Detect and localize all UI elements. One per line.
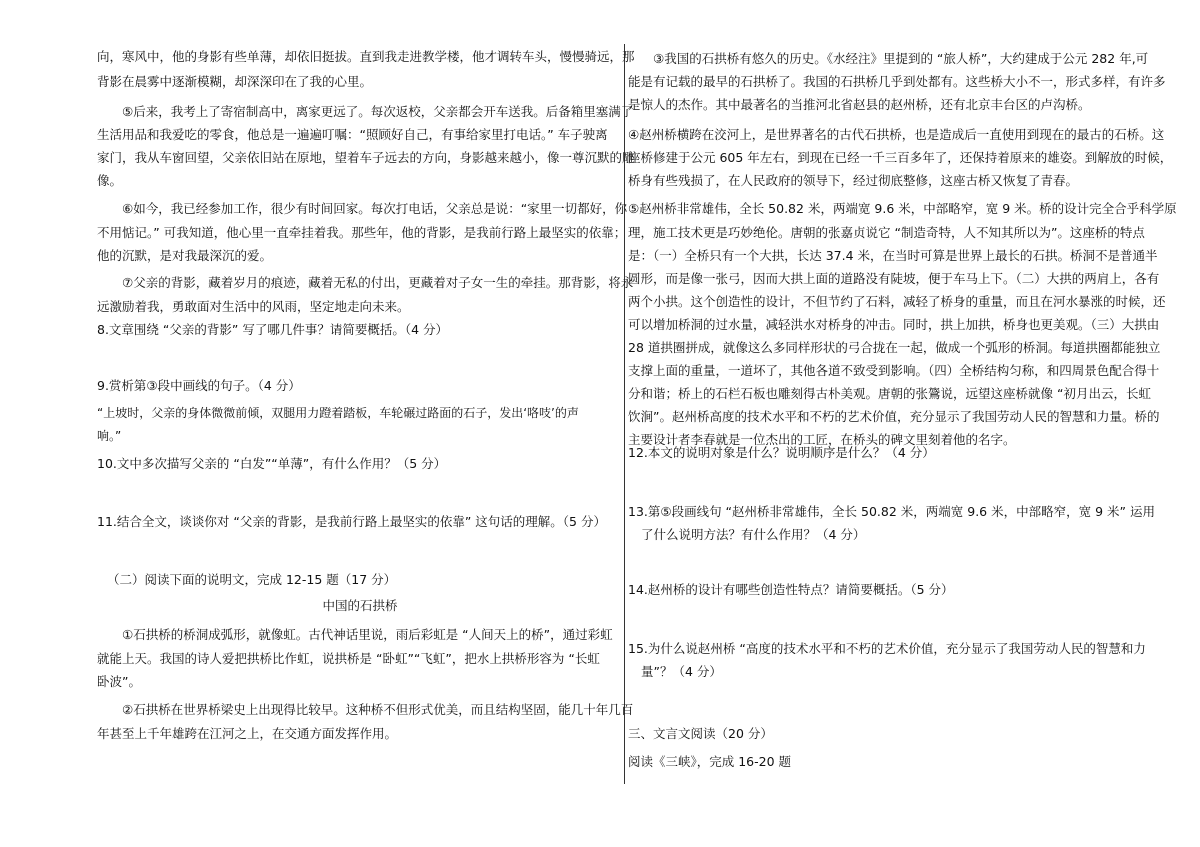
text-line: 28 道拱圈拼成，就像这么多同样形状的弓合拢在一起，做成一个弧形的桥洞。每道拱圈都能独立 xyxy=(628,340,1161,355)
section-3-instruction: 阅读《三峡》，完成 16-20 题 xyxy=(628,754,792,769)
text-line: 可以增加桥洞的过水量，减轻洪水对桥身的冲击。同时，拱上加拱，桥身也更美观。（三）大拱由 xyxy=(628,317,1160,332)
quoted-sentence: “上坡时，父亲的身体微微前倾，双腿用力蹬着踏板，车轮碾过路面的石子，发出‘咯吱’的声 xyxy=(97,406,579,420)
text-line: 桥身有些残损了，在人民政府的领导下，经过彻底整修，这座古桥又恢复了青春。 xyxy=(628,173,1079,188)
question-14: 14.赵州桥的设计有哪些创造性特点？请简要概括。（5 分） xyxy=(628,582,954,597)
text-line: 座桥修建于公元 605 年左右，到现在已经一千三百多年了，还保持着原来的雄姿。到解放的时候， xyxy=(628,150,1173,165)
question-8: 8.文章围绕 “父亲的背影” 写了哪几件事？请简要概括。（4 分） xyxy=(97,322,449,337)
section-3-heading: 三、文言文阅读（20 分） xyxy=(628,726,773,741)
text-line: 他的沉默，是对我最深沉的爱。 xyxy=(97,248,273,263)
paragraph-2-start: ②石拱桥在世界桥梁史上出现得比较早。这种桥不但形式优美，而且结构坚固，能几十年几百 xyxy=(122,702,634,717)
section-2-heading: （二）阅读下面的说明文，完成 12-15 题（17 分） xyxy=(107,572,397,587)
text-line: 卧波”。 xyxy=(97,674,141,689)
article-title: 中国的石拱桥 xyxy=(322,598,398,613)
text-line: 家门，我从车窗回望，父亲依旧站在原地，望着车子远去的方向，身影越来越小，像一尊沉默的雕 xyxy=(97,150,635,165)
paragraph-6-start: ⑥如今，我已经参加工作，很少有时间回家。每次打电话，父亲总是说：“家里一切都好，你 xyxy=(122,201,628,216)
text-line: 主要设计者李春就是一位杰出的工匠，在桥头的碑文里刻着他的名字。 xyxy=(628,432,1016,447)
text-line: 能是有记载的最早的石拱桥了。我国的石拱桥几乎到处都有。这些桥大小不一，形式多样，有许多 xyxy=(628,74,1166,89)
text-line: 理，施工技术更是巧妙绝伦。唐朝的张嘉贞说它 “制造奇特，人不知其所以为”。这座桥的特点 xyxy=(628,225,1145,240)
paragraph-7-start: ⑦父亲的背影，藏着岁月的痕迹，藏着无私的付出，更藏着对子女一生的牵挂。那背影，将永 xyxy=(122,275,634,290)
question-11: 11.结合全文，谈谈你对 “父亲的背影，是我前行路上最坚实的依靠” 这句话的理解。（5 分） xyxy=(97,514,606,529)
question-13: 13.第⑤段画线句 “赵州桥非常雄伟，全长 50.82 米，两端宽 9.6 米，中部略窄，宽 9 米” 运用 xyxy=(628,504,1155,519)
paragraph-1-start: ①石拱桥的桥洞成弧形，就像虹。古代神话里说，雨后彩虹是 “人间天上的桥”，通过彩虹 xyxy=(122,627,613,642)
text-line: 圆形，而是像一张弓，因而大拱上面的道路没有陡坡，便于车马上下。（二）大拱的两肩上，各有 xyxy=(628,271,1160,286)
paragraph-5-start: ⑤赵州桥非常雄伟，全长 50.82 米，两端宽 9.6 米，中部略窄，宽 9 米。桥的设计完全合乎科学原 xyxy=(628,201,1177,216)
paragraph-5-start: ⑤后来，我考上了寄宿制高中，离家更远了。每次返校，父亲都会开车送我。后备箱里塞满了 xyxy=(122,104,634,119)
text-line: 不用惦记。” 可我知道，他心里一直牵挂着我。那些年，他的背影，是我前行路上最坚实的依靠； xyxy=(97,225,627,240)
text-line: 分和谐；桥上的石栏石板也雕刻得古朴美观。唐朝的张鷟说，远望这座桥就像 “初月出云，长虹 xyxy=(628,386,1151,401)
text-line: 生活用品和我爱吃的零食，他总是一遍遍叮嘱：“照顾好自己，有事给家里打电话。” 车子驶离 xyxy=(97,127,608,142)
text-line: 两个小拱。这个创造性的设计，不但节约了石料，减轻了桥身的重量，而且在河水暴涨的时候，还 xyxy=(628,294,1166,309)
question-15: 15.为什么说赵州桥 “高度的技术水平和不朽的艺术价值，充分显示了我国劳动人民的智慧和力 xyxy=(628,641,1146,656)
text-line: 向，寒风中，他的身影有些单薄，却依旧挺拔。直到我走进教学楼，他才调转车头，慢慢骑远，那 xyxy=(97,49,635,64)
text-line: 饮涧”。赵州桥高度的技术水平和不朽的艺术价值，充分显示了我国劳动人民的智慧和力量。桥的 xyxy=(628,409,1160,424)
question-9: 9.赏析第③段中画线的句子。（4 分） xyxy=(97,378,301,393)
text-line: 背影在晨雾中逐渐模糊，却深深印在了我的心里。 xyxy=(97,74,373,89)
text-line: 支撑上面的重量，一道坏了，其他各道不致受到影响。（四）全桥结构匀称，和四周景色配合得十 xyxy=(628,363,1160,378)
quoted-sentence-end: 响。” xyxy=(97,429,122,443)
question-13-cont: 了什么说明方法？有什么作用？（4 分） xyxy=(641,527,866,542)
question-15-cont: 量”？（4 分） xyxy=(641,664,722,679)
text-line: 就能上天。我国的诗人爱把拱桥比作虹，说拱桥是 “卧虹”“飞虹”，把水上拱桥形容为 “长虹 xyxy=(97,651,600,666)
paragraph-4-start: ④赵州桥横跨在洨河上，是世界著名的古代石拱桥，也是造成后一直使用到现在的最古的石桥。这 xyxy=(628,127,1165,142)
text-line: 是惊人的杰作。其中最著名的当推河北省赵县的赵州桥，还有北京丰台区的卢沟桥。 xyxy=(628,97,1091,112)
paragraph-3-start: ③我国的石拱桥有悠久的历史。《水经注》里提到的 “旅人桥”，大约建成于公元 282 年,可 xyxy=(653,51,1149,66)
text-line: 年甚至上千年雄跨在江河之上，在交通方面发挥作用。 xyxy=(97,726,398,741)
text-line: 像。 xyxy=(97,173,123,188)
text-line: 是：（一）全桥只有一个大拱，长达 37.4 米，在当时可算是世界上最长的石拱。桥洞不是普通半 xyxy=(628,248,1158,263)
text-line: 远激励着我，勇敢面对生活中的风雨，坚定地走向未来。 xyxy=(97,299,410,314)
question-12: 12.本文的说明对象是什么？说明顺序是什么？（4 分） xyxy=(628,445,935,460)
question-10: 10.文中多次描写父亲的 “白发”“单薄”，有什么作用？（5 分） xyxy=(97,456,447,471)
